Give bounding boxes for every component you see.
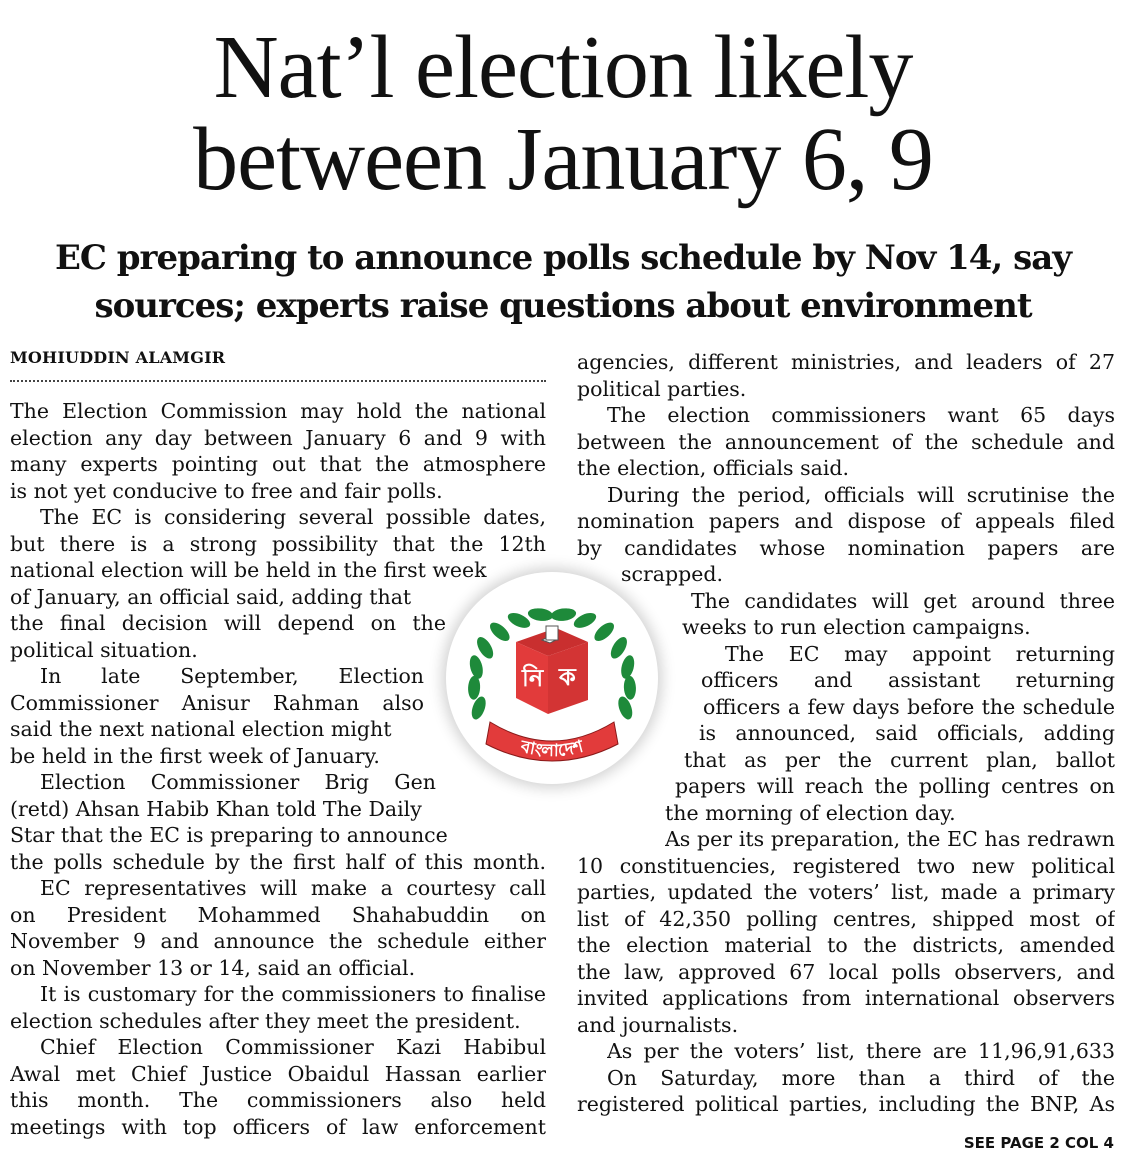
byline-divider <box>10 380 546 382</box>
article-line: The Election Commission may hold the national <box>10 399 546 423</box>
article-line: During the period, officials will scrutinise the <box>607 482 1115 507</box>
article-line: invited applications from international observers <box>577 986 1115 1010</box>
article-line: The candidates will get around three <box>691 588 1115 613</box>
logo-graphic <box>446 572 658 784</box>
article-line: November 9 and announce the schedule either <box>10 929 546 953</box>
leaf-icon <box>527 607 553 623</box>
article-line: Star that the EC is preparing to announce <box>10 823 448 847</box>
article-line: As per its preparation, the EC has redrawn <box>665 827 1115 851</box>
leaf-icon <box>468 654 485 680</box>
article-line: is announced, said officials, adding <box>699 721 1115 745</box>
article-line: nomination papers and dispose of appeals filed <box>577 509 1115 533</box>
article-line: officers a few days before the schedule <box>703 694 1115 719</box>
subheadline-line: sources; experts raise questions about environment <box>94 286 1032 326</box>
article-line: scrapped. <box>621 562 724 586</box>
article-line: The EC may appoint returning <box>725 641 1115 666</box>
article-line: is not yet conducive to free and fair polls. <box>10 478 443 503</box>
article-line: between the announcement of the schedule and <box>577 429 1115 454</box>
article-line: on November 13 or 14, said an official. <box>10 955 416 980</box>
article-line: be held in the first week of January. <box>10 743 380 768</box>
article-line: by candidates whose nomination papers are <box>577 535 1115 560</box>
leaf-icon <box>467 675 480 700</box>
article-line: Commissioner Anisur Rahman also <box>10 690 424 715</box>
article-line: registered political parties, including the BNP, As <box>577 1092 1115 1116</box>
article-line: Election Commissioner Brig Gen <box>40 770 436 794</box>
article-line: The EC is considering several possible dates, <box>40 505 546 529</box>
ballot-letter: ক <box>559 663 576 691</box>
article-line: papers will reach the polling centres on <box>675 774 1115 798</box>
article-line: Chief Election Commissioner Kazi Habibul <box>40 1035 546 1059</box>
article-line: On Saturday, more than a third of the <box>607 1065 1115 1090</box>
article-line: The election commissioners want 65 days <box>607 403 1115 427</box>
article-line: Awal met Chief Justice Obaidul Hassan earlier <box>10 1061 546 1086</box>
article-line: on President Mohammed Shahabuddin on <box>10 902 546 927</box>
ballot-letter: নি <box>522 664 544 692</box>
article-line: that as per the current plan, ballot <box>684 747 1115 772</box>
article-line: weeks to run election campaigns. <box>682 615 1031 639</box>
article-line: many experts pointing out that the atmosphere <box>10 452 546 476</box>
article-line: national election will be held in the first week <box>10 558 487 582</box>
election-commission-logo <box>446 572 658 784</box>
article-line: It is customary for the commissioners to finalise <box>40 982 546 1006</box>
article-line: parties, updated the voters’ list, made a primary <box>577 880 1115 904</box>
article-line: political situation. <box>10 637 198 662</box>
ribbon-text: বাংলাদেশ <box>518 736 586 762</box>
headline-line: Nat’l election likely <box>213 18 913 117</box>
article-line: (retd) Ahsan Habib Khan told The Daily <box>10 796 422 821</box>
article-line: election any day between January 6 and 9 with <box>10 425 546 450</box>
article-line: said the next national election might <box>10 717 392 741</box>
article-line: of January, an official said, adding that <box>10 584 412 609</box>
article-line: the law, approved 67 local polls observers, and <box>577 959 1115 984</box>
article-line: In late September, Election <box>40 664 424 688</box>
article-line: meetings with top officers of law enforcement <box>10 1114 546 1139</box>
article-line: this month. The commissioners also held <box>10 1088 546 1112</box>
continuation-note[interactable]: SEE PAGE 2 COL 4 <box>963 1134 1114 1152</box>
article-line: the morning of election day. <box>665 800 956 825</box>
article-line: list of 42,350 polling centres, shipped most of <box>577 906 1115 931</box>
article-line: EC representatives will make a courtesy call <box>40 876 546 900</box>
article-line: the election material to the districts, amended <box>577 933 1115 957</box>
article-line: As per the voters’ list, there are 11,96,91,633 <box>607 1039 1115 1063</box>
article-line: 10 constituencies, registered two new political <box>577 853 1115 878</box>
article-line: the polls schedule by the first half of this month. <box>10 849 546 874</box>
article-line: agencies, different ministries, and leaders of 27 <box>577 350 1115 374</box>
article-line: election schedules after they meet the president. <box>10 1008 521 1033</box>
leaf-icon <box>487 619 513 644</box>
article-line: and journalists. <box>577 1012 739 1037</box>
subheadline-line: EC preparing to announce polls schedule by Nov 14, say <box>54 238 1072 278</box>
headline-line: between January 6, 9 <box>193 110 933 209</box>
leaf-icon <box>619 654 636 680</box>
subheadline <box>0 234 1126 330</box>
leaf-icon <box>591 619 617 644</box>
article-line: officers and assistant returning <box>701 668 1115 692</box>
byline: MOHIUDDIN ALAMGIR <box>10 348 226 367</box>
leaf-icon <box>623 675 636 700</box>
article-line: but there is a strong possibility that the 12th <box>10 531 546 556</box>
headline <box>0 18 1126 209</box>
article-line: political parties. <box>577 376 747 401</box>
article-line: the election, officials said. <box>577 456 850 480</box>
article-line: the final decision will depend on the <box>10 611 446 635</box>
